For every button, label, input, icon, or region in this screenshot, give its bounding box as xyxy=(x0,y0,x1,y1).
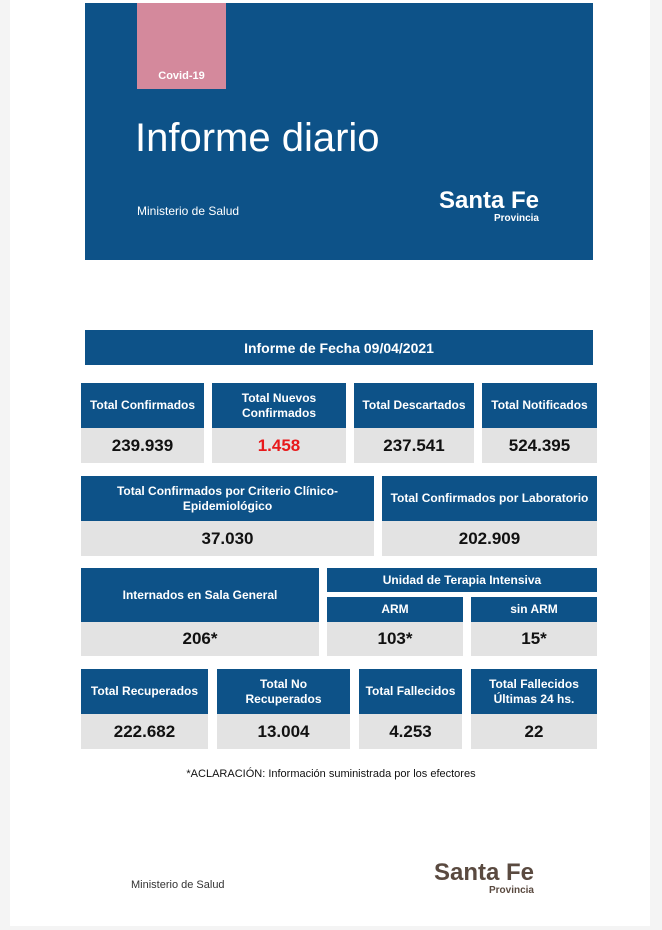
total-descartados-value: 237.541 xyxy=(354,428,474,463)
footer-santa-fe-logo xyxy=(420,861,534,897)
total-nuevos-confirmados-label: Total Nuevos Confirmados xyxy=(212,383,346,428)
covid-tag xyxy=(137,3,226,89)
covid-tag-label: Covid-19 xyxy=(158,70,205,82)
sin-arm-label: sin ARM xyxy=(471,597,597,622)
total-recuperados-value: 222.682 xyxy=(81,714,208,749)
total-no-recuperados-value: 13.004 xyxy=(217,714,350,749)
sala-general-value: 206* xyxy=(81,622,319,656)
total-nuevos-confirmados-value: 1.458 xyxy=(212,428,346,463)
sin-arm-value: 15* xyxy=(471,622,597,656)
logo-name: Santa Fe xyxy=(438,187,539,214)
sala-general-label: Internados en Sala General xyxy=(81,568,319,622)
report-date-banner: Informe de Fecha 09/04/2021 xyxy=(85,330,593,365)
arm-label: ARM xyxy=(327,597,463,622)
santa-fe-logo xyxy=(420,189,539,225)
uti-label: Unidad de Terapia Intensiva xyxy=(327,568,597,592)
arm-value: 103* xyxy=(327,622,463,656)
footer-ministry-label: Ministerio de Salud xyxy=(131,879,225,891)
total-notificados-label: Total Notificados xyxy=(482,383,597,428)
footer-logo-sub: Provincia xyxy=(488,885,534,896)
fallecidos-24hs-value: 22 xyxy=(471,714,597,749)
total-notificados-value: 524.395 xyxy=(482,428,597,463)
total-confirmados-label: Total Confirmados xyxy=(81,383,204,428)
footer-logo-name: Santa Fe xyxy=(433,859,534,886)
total-recuperados-label: Total Recuperados xyxy=(81,669,208,714)
criterio-clinico-value: 37.030 xyxy=(81,521,374,556)
page-title: Informe diario xyxy=(135,116,380,160)
criterio-clinico-label: Total Confirmados por Criterio Clínico-Epidemiológico xyxy=(81,476,374,521)
total-confirmados-value: 239.939 xyxy=(81,428,204,463)
total-fallecidos-value: 4.253 xyxy=(359,714,462,749)
logo-sub: Provincia xyxy=(493,213,539,224)
ministry-label: Ministerio de Salud xyxy=(137,204,240,218)
fallecidos-24hs-label: Total Fallecidos Últimas 24 hs. xyxy=(471,669,597,714)
total-no-recuperados-label: Total No Recuperados xyxy=(217,669,350,714)
total-descartados-label: Total Descartados xyxy=(354,383,474,428)
total-fallecidos-label: Total Fallecidos xyxy=(359,669,462,714)
laboratorio-label: Total Confirmados por Laboratorio xyxy=(382,476,597,521)
laboratorio-value: 202.909 xyxy=(382,521,597,556)
clarification-note: *ACLARACIÓN: Información suministrada por los efectores xyxy=(186,768,476,780)
